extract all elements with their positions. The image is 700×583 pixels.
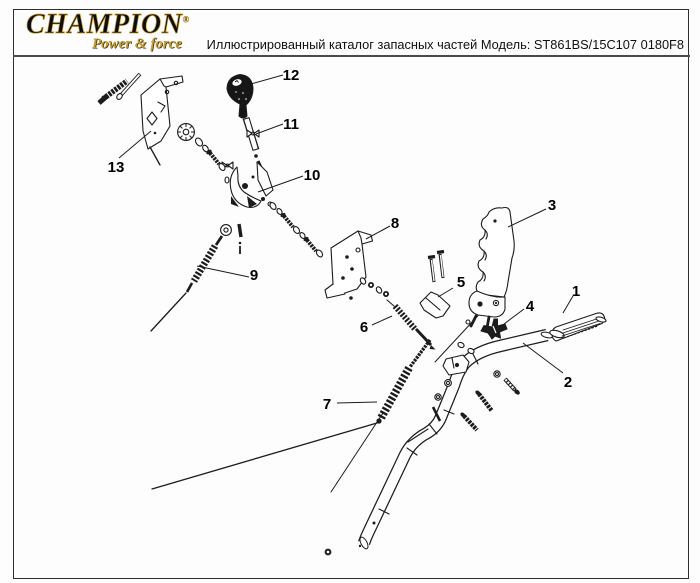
washer-chain-lower xyxy=(269,201,324,258)
brand-name: CHAMPION® xyxy=(26,9,190,40)
clamp-plate xyxy=(443,355,469,375)
cable-9-line xyxy=(151,293,186,331)
part-label-5: 5 xyxy=(456,274,466,291)
part-label-10: 10 xyxy=(303,167,321,184)
part-label-2: 2 xyxy=(563,374,573,391)
part-label-7: 7 xyxy=(322,396,332,413)
part-label-12: 12 xyxy=(282,67,300,84)
part-9-cable-eyelet xyxy=(187,224,241,292)
part-label-13: 13 xyxy=(107,159,125,176)
part-11-rod xyxy=(246,118,263,172)
part-label-11: 11 xyxy=(283,116,299,133)
part-8-bracket xyxy=(325,231,389,300)
part-label-6: 6 xyxy=(359,319,369,336)
part-1-grip xyxy=(549,313,607,341)
part-7-cable-spring xyxy=(376,340,430,424)
part-13-bracket xyxy=(99,74,183,165)
part-label-4: 4 xyxy=(525,298,535,315)
part-5-block xyxy=(420,252,450,319)
part-label-8: 8 xyxy=(390,215,400,232)
part-4-clip xyxy=(481,319,507,339)
brand-tagline: Power & force xyxy=(92,36,182,53)
part-label-3: 3 xyxy=(547,197,557,214)
cable-7-lines xyxy=(152,413,383,492)
part-label-1: 1 xyxy=(571,283,581,300)
washer-chain-upper xyxy=(178,124,227,172)
registered-mark: ® xyxy=(182,14,190,25)
fastener-cluster xyxy=(322,341,521,555)
catalog-title: Иллюстрированный каталог запасных частей Модель: ST861BS/15C107 0180F8 xyxy=(206,37,684,52)
part-label-9: 9 xyxy=(249,267,259,284)
part-3-shift-quadrant xyxy=(466,208,514,329)
part-12-shift-knob xyxy=(227,75,253,119)
